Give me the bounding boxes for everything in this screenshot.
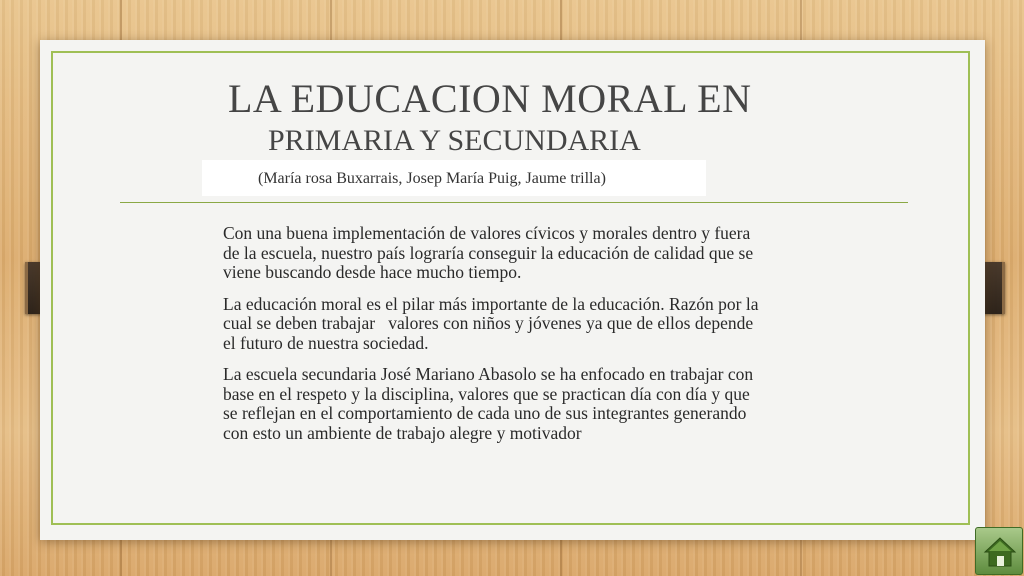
body-paragraph: La educación moral es el pilar más importante de la educación. Razón por la cual se deben trabajar valores con niños y jóvenes ya que de ellos depende el futuro de nuestra sociedad. [223,293,763,353]
slide-body [223,224,768,455]
slide-subtitle: PRIMARIA Y SECUNDARIA [268,124,641,157]
home-button[interactable] [975,527,1023,575]
authors-citation: (María rosa Buxarrais, Josep María Puig, Jaume trilla) [258,170,606,187]
body-paragraph: La escuela secundaria José Mariano Abasolo se ha enfocado en trabajar con base en el respeto y la disciplina, valores que se practican día con día y que se reflejan en el comportamiento de cada uno de sus integrantes generando con esto un ambiente de trabajo alegre y motivador [223,364,758,443]
slide-card [40,40,985,540]
title-divider [120,202,908,203]
home-icon [982,534,1018,570]
body-paragraph: Con una buena implementación de valores cívicos y morales dentro y fuera de la escuela, nuestro país lograría conseguir la educación de calidad que se viene buscando desde hace mucho tiempo. [223,223,758,282]
slide-title: LA EDUCACION MORAL EN [228,76,752,121]
